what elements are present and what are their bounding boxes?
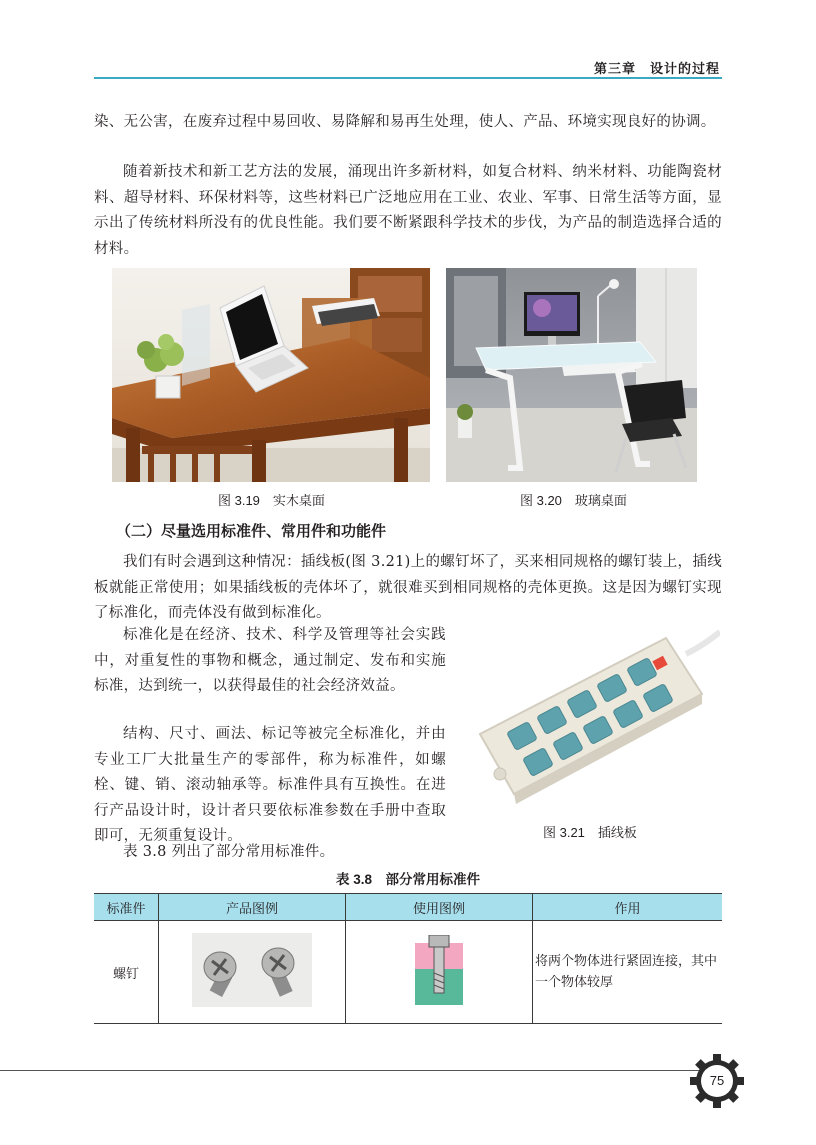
- paragraph-1: 染、无公害，在废弃过程中易回收、易降解和易再生处理，使人、产品、环境实现良好的协调。: [94, 114, 716, 130]
- page-number: 75: [709, 1073, 725, 1088]
- table-header: 标准件: [94, 894, 159, 921]
- table-cell-usage-image: [346, 921, 533, 1024]
- paragraph-4: 标准化是在经济、技术、科学及管理等社会实践中，对重复性的事物和概念，通过制定、发布和实施标准，达到统一，以获得最佳的社会经济效益。: [94, 627, 446, 694]
- table-row: [94, 921, 722, 1024]
- table-cell-name: 螺钉: [94, 921, 159, 1024]
- wooden-desk-photo: [112, 268, 430, 482]
- table-header: 使用图例: [346, 894, 533, 921]
- standard-parts-table: [94, 893, 722, 1024]
- glass-desk-photo: [446, 268, 697, 482]
- figure-3-19-caption: 图 3.19 实木桌面: [218, 493, 325, 508]
- figure-3-21-caption: 图 3.21 插线板: [543, 825, 637, 840]
- paragraph-3: 我们有时会遇到这种情况：插线板(图 3.21)上的螺钉坏了，买来相同规格的螺钉装上，插线板就能正常使用；如果插线板的壳体坏了，就很难买到相同规格的壳体更换。这是因为螺钉实现了标准化，而壳体没有做到标准化。: [94, 554, 722, 621]
- table-cell-product-image: [159, 921, 346, 1024]
- chapter-header: 第三章 设计的过程: [593, 61, 720, 76]
- table-title: 表 3.8 部分常用标准件: [335, 872, 481, 887]
- table-cell-effect: 将两个物体进行紧固连接，其中一个物体较厚: [533, 921, 723, 1024]
- header-rule: [94, 77, 722, 79]
- power-strip-photo: [470, 624, 720, 814]
- table-header: 作用: [533, 894, 723, 921]
- table-header: 产品图例: [159, 894, 346, 921]
- figure-3-20-caption: 图 3.20 玻璃桌面: [520, 493, 627, 508]
- screws-image: [192, 933, 312, 1007]
- paragraph-5: 结构、尺寸、画法、标记等被完全标准化，并由专业工厂大批量生产的零部件，称为标准件，如螺栓、键、销、滚动轴承等。标准件具有互换性。在进行产品设计时，设计者只要依标准参数在手册中查取即可，无须重复设计。: [94, 726, 446, 844]
- screw-usage-diagram: [415, 935, 463, 1005]
- paragraph-6: 表 3.8 列出了部分常用标准件。: [123, 844, 335, 860]
- footer-rule: [0, 1070, 700, 1071]
- paragraph-2: 随着新技术和新工艺方法的发展，涌现出许多新材料，如复合材料、纳米材料、功能陶瓷材料、超导材料、环保材料等，这些材料已广泛地应用在工业、农业、军事、日常生活等方面，显示出了传统材料所没有的优良性能。我们要不断紧跟科学技术的步伐，为产品的制造选择合适的材料。: [94, 164, 722, 257]
- section-title: （二）尽量选用标准件、常用件和功能件: [116, 523, 387, 540]
